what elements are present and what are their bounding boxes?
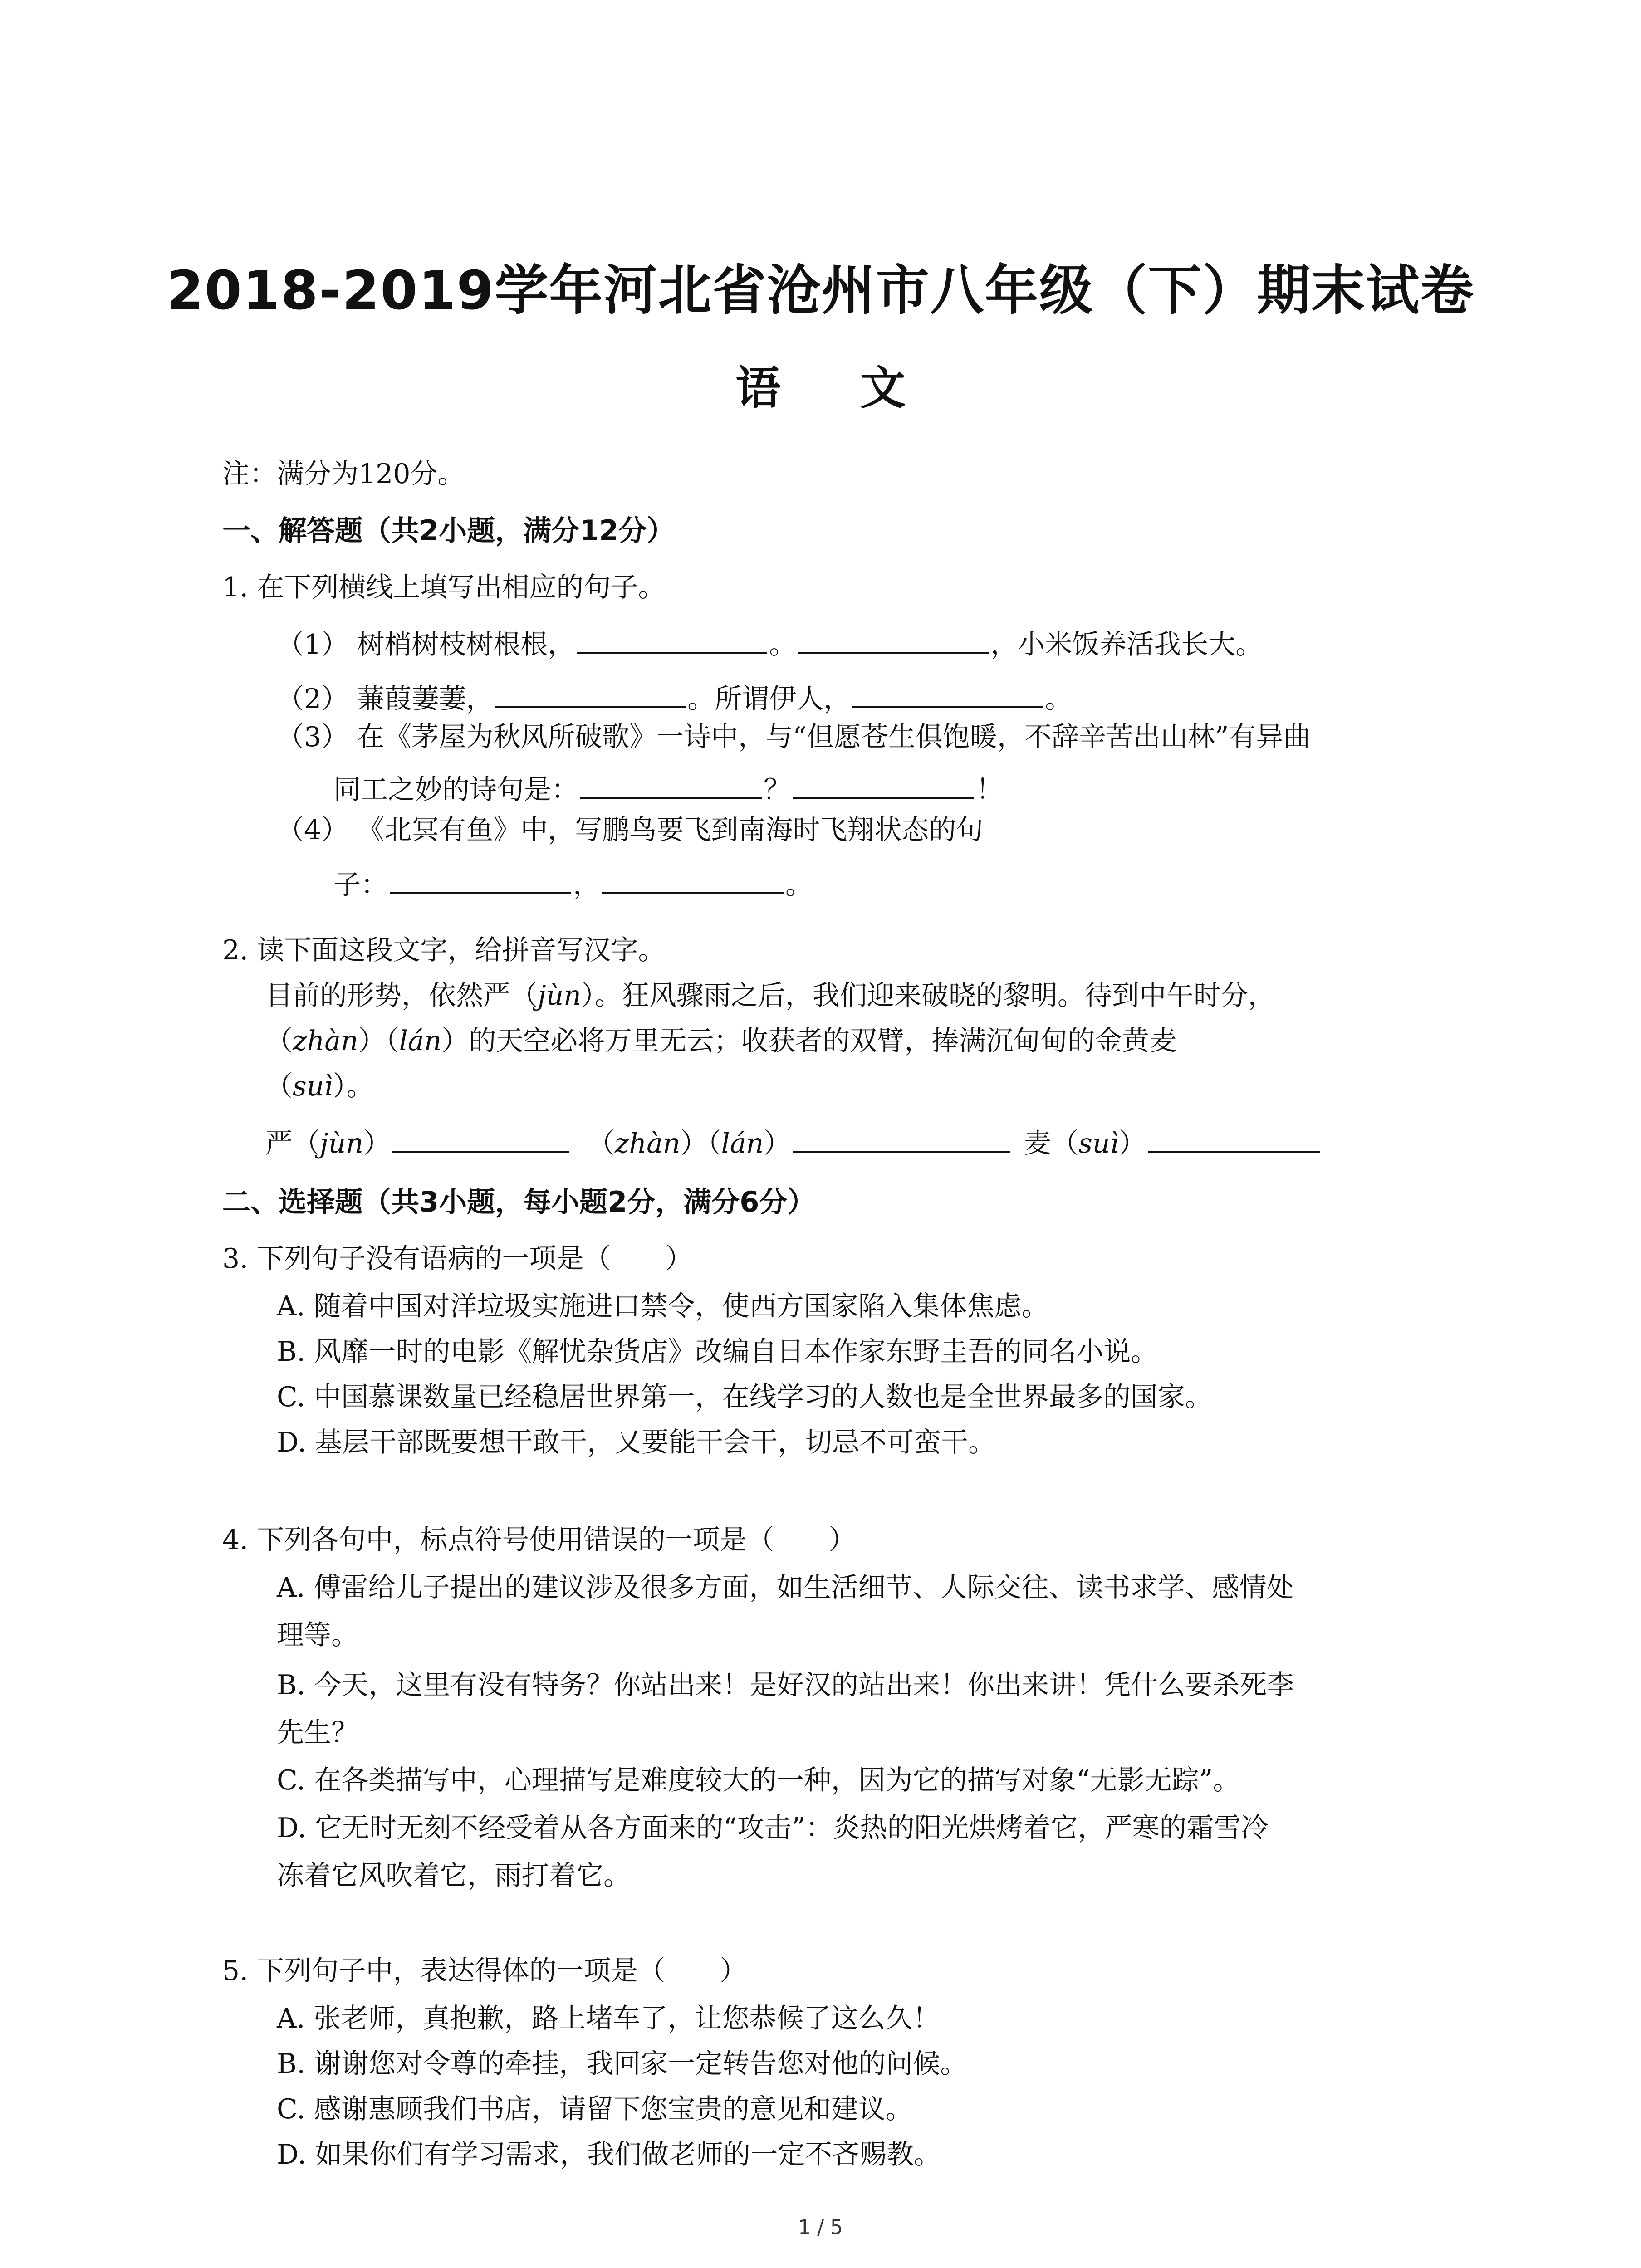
question-5-option-a[interactable]: A. 张老师，真抱歉，路上堵车了，让您恭候了这么久！	[277, 2003, 940, 2034]
question-5-option-d[interactable]: D. 如果你们有学习需求，我们做老师的一定不吝赐教。	[277, 2139, 941, 2170]
answer-blank[interactable]	[793, 769, 974, 799]
question-1-item-4-line-2: 子： ， 。	[333, 864, 813, 903]
answer-blank[interactable]	[392, 1123, 569, 1153]
question-1-item-3-line-1: （3） 在《茅屋为秋风所破歌》一诗中，与“但愿苍生俱饱暖，不辞辛苦出山林”有异曲	[277, 721, 1311, 753]
answer-blank[interactable]	[852, 678, 1043, 708]
page-number: 1 / 5	[798, 2216, 843, 2239]
answer-blank[interactable]	[602, 864, 784, 894]
answer-blank[interactable]	[577, 624, 767, 654]
question-4-option-c[interactable]: C. 在各类描写中，心理描写是难度较大的一种，因为它的描写对象“无影无踪”。	[277, 1765, 1240, 1796]
section-1-heading: 一、解答题（共2小题，满分12分）	[222, 514, 675, 547]
question-2-passage-line-2: （zhàn）（lán）的天空必将万里无云；收获者的双臂，捧满沉甸甸的金黄麦	[265, 1025, 1177, 1057]
question-2-stem: 2. 读下面这段文字，给拼音写汉字。	[222, 934, 666, 966]
answer-blank[interactable]	[390, 864, 571, 894]
answer-blank[interactable]	[1148, 1123, 1320, 1153]
answer-blank[interactable]	[798, 624, 989, 654]
question-2-answer-line: 严（jùn） （zhàn）（lán） 麦（suì）	[265, 1123, 1322, 1162]
question-2-passage-line-3: （suì）。	[265, 1070, 374, 1102]
question-3-option-a[interactable]: A. 随着中国对洋垃圾实施进口禁令，使西方国家陷入集体焦虑。	[277, 1290, 1049, 1322]
answer-blank[interactable]	[495, 678, 686, 708]
answer-blank[interactable]	[793, 1123, 1010, 1153]
question-4-option-d-line-1[interactable]: D. 它无时无刻不经受着从各方面来的“攻击”：炎热的阳光烘烤着它，严寒的霜雪冷	[277, 1812, 1269, 1844]
question-2-passage-line-1: 目前的形势，依然严（jùn）。狂风骤雨之后，我们迎来破晓的黎明。待到中午时分，	[265, 980, 1275, 1012]
question-4-option-d-line-2[interactable]: 冻着它风吹着它，雨打着它。	[277, 1860, 631, 1892]
question-3-option-c[interactable]: C. 中国慕课数量已经稳居世界第一，在线学习的人数也是全世界最多的国家。	[277, 1381, 1212, 1413]
question-5-option-c[interactable]: C. 感谢惠顾我们书店，请留下您宝贵的意见和建议。	[277, 2093, 913, 2125]
question-1-item-4-line-1: （4） 《北冥有鱼》中，写鹏鸟要飞到南海时飞翔状态的句	[277, 814, 984, 846]
answer-blank[interactable]	[580, 769, 762, 799]
question-1-item-2: （2） 蒹葭萋萋， 。所谓伊人， 。	[277, 678, 1072, 717]
question-3-option-d[interactable]: D. 基层干部既要想干敢干，又要能干会干，切忌不可蛮干。	[277, 1427, 996, 1458]
question-4-stem: 4. 下列各句中，标点符号使用错误的一项是（ ）	[222, 1524, 856, 1556]
question-1-stem: 1. 在下列横线上填写出相应的句子。	[222, 572, 666, 603]
question-4-option-b-line-2[interactable]: 先生？	[277, 1717, 358, 1749]
section-2-heading: 二、选择题（共3小题，每小题2分，满分6分）	[222, 1185, 816, 1218]
score-note: 注：满分为120分。	[222, 458, 465, 490]
question-1-item-1: （1） 树梢树枝树根根， 。 ，小米饭养活我长大。	[277, 624, 1263, 663]
question-5-stem: 5. 下列句子中，表达得体的一项是（ ）	[222, 1955, 747, 1987]
question-1-item-3-line-2: 同工之妙的诗句是： ？ ！	[333, 769, 1003, 808]
question-4-option-a-line-1[interactable]: A. 傅雷给儿子提出的建议涉及很多方面，如生活细节、人际交往、读书求学、感情处	[277, 1572, 1294, 1603]
exam-title: 2018-2019学年河北省沧州市八年级（下）期末试卷	[166, 259, 1475, 322]
question-3-stem: 3. 下列句子没有语病的一项是（ ）	[222, 1243, 693, 1275]
question-5-option-b[interactable]: B. 谢谢您对令尊的牵挂，我回家一定转告您对他的问候。	[277, 2048, 968, 2080]
question-4-option-a-line-2[interactable]: 理等。	[277, 1619, 358, 1651]
question-4-option-b-line-1[interactable]: B. 今天，这里有没有特务？你站出来！是好汉的站出来！你出来讲！凭什么要杀死李	[277, 1669, 1294, 1701]
question-3-option-b[interactable]: B. 风靡一时的电影《解忧杂货店》改编自日本作家东野圭吾的同名小说。	[277, 1336, 1158, 1368]
subject-title: 语 文	[735, 362, 937, 415]
